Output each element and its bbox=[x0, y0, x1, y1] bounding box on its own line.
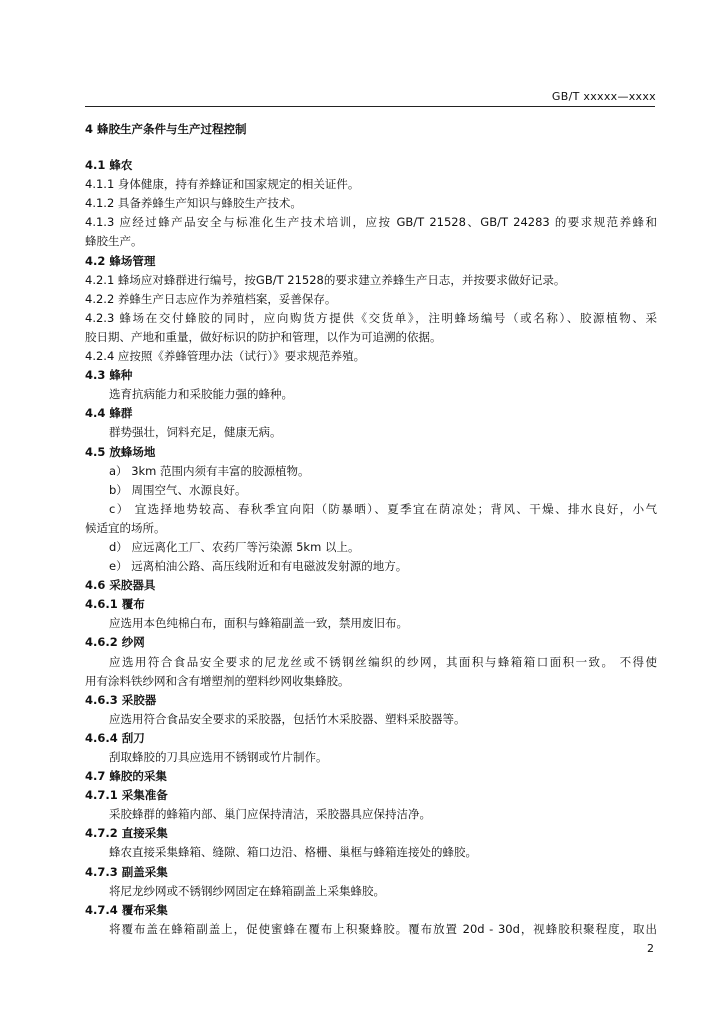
list-item-c-line1: c） 宜选择地势较高、春秋季宜向阳（防暴晒）、夏季宜在荫凉处；背风、干燥、排水良好，小气 bbox=[109, 501, 657, 516]
list-item-d: d） 应远离化工厂、农药厂等污染源 5km 以上。 bbox=[109, 539, 360, 554]
list-item-a: a） 3km 范围内须有丰富的胶源植物。 bbox=[109, 463, 310, 478]
list-item-c-line2: 候适宜的场所。 bbox=[85, 520, 166, 535]
clause-4-6-3-text: 应选用符合食品安全要求的采胶器，包括竹木采胶器、塑料采胶器等。 bbox=[109, 711, 466, 726]
page-number: 2 bbox=[647, 942, 654, 955]
clause-4-2-4: 4.2.4 应按照《养蜂管理办法（试行）》要求规范养殖。 bbox=[85, 349, 366, 364]
clause-4-1-1: 4.1.1 身体健康，持有养蜂证和国家规定的相关证件。 bbox=[85, 177, 360, 192]
heading-4-3: 4.3 蜂种 bbox=[85, 368, 133, 383]
clause-4-6-4-text: 刮取蜂胶的刀具应选用不锈钢或竹片制作。 bbox=[109, 750, 328, 764]
heading-4-7-4: 4.7.4 覆布采集 bbox=[85, 902, 168, 917]
clause-4-2-2: 4.2.2 养蜂生产日志应作为养殖档案，妥善保存。 bbox=[85, 291, 337, 306]
list-item-b: b） 周围空气、水源良好。 bbox=[109, 482, 247, 497]
clause-4-3-text: 选育抗病能力和采胶能力强的蜂种。 bbox=[109, 387, 293, 402]
clause-4-7-1-text: 采胶蜂群的蜂箱内部、巢门应保持清洁，采胶器具应保持洁净。 bbox=[109, 807, 431, 822]
clause-4-2-3-line1: 4.2.3 蜂场在交付蜂胶的同时，应向购货方提供《交货单》，注明蜂场编号（或名称）、胶源植物、采 bbox=[85, 310, 657, 325]
heading-4-6-1: 4.6.1 覆布 bbox=[85, 597, 145, 612]
clause-4-7-3-text: 将尼龙纱网或不锈钢纱网固定在蜂箱副盖上采集蜂胶。 bbox=[109, 883, 385, 898]
heading-4-6-2: 4.6.2 纱网 bbox=[85, 635, 145, 650]
document-body bbox=[85, 118, 657, 939]
standard-number: GB/T xxxxx—xxxx bbox=[551, 90, 656, 103]
heading-4-2: 4.2 蜂场管理 bbox=[85, 253, 156, 268]
clause-4-7-4-text: 将覆布盖在蜂箱副盖上，促使蜜蜂在覆布上积聚蜂胶。覆布放置 20d - 30d，视蜂胶积聚程度，取出 bbox=[109, 921, 657, 936]
clause-4-2-1: 4.2.1 蜂场应对蜂群进行编号，按GB/T 21528的要求建立养蜂生产日志，并按要求做好记录。 bbox=[85, 272, 566, 287]
clause-4-1-3-line2: 蜂胶生产。 bbox=[85, 234, 143, 249]
heading-4-7: 4.7 蜂胶的采集 bbox=[85, 769, 167, 784]
heading-4-7-1: 4.7.1 采集准备 bbox=[85, 788, 168, 803]
heading-4-6-3: 4.6.3 采胶器 bbox=[85, 692, 157, 707]
heading-4-7-3: 4.7.3 副盖采集 bbox=[85, 864, 168, 879]
clause-4-4-text: 群势强壮，饲料充足，健康无病。 bbox=[109, 425, 282, 440]
list-item-e: e） 远离柏油公路、高压线附近和有电磁波发射源的地方。 bbox=[109, 559, 408, 574]
clause-4-2-3-line2: 胶日期、产地和重量，做好标识的防护和管理，以作为可追溯的依据。 bbox=[85, 329, 442, 344]
clause-4-6-1-text: 应选用本色纯棉白布，面积与蜂箱副盖一致，禁用废旧布。 bbox=[109, 616, 408, 631]
clause-4-6-2-line1: 应选用符合食品安全要求的尼龙丝或不锈钢丝编织的纱网，其面积与蜂箱箱口面积一致。 不得使 bbox=[109, 654, 657, 669]
clause-4-1-2: 4.1.2 具备养蜂生产知识与蜂胶生产技术。 bbox=[85, 196, 302, 211]
heading-4-4: 4.4 蜂群 bbox=[85, 406, 133, 421]
heading-4-1: 4.1 蜂农 bbox=[85, 158, 133, 173]
clause-4-6-2-line2: 用有涂料铁纱网和含有增塑剂的塑料纱网收集蜂胶。 bbox=[85, 673, 350, 688]
clause-4-7-2-text: 蜂农直接采集蜂箱、缝隙、箱口边沿、格栅、巢框与蜂箱连接处的蜂胶。 bbox=[109, 845, 477, 860]
header-divider bbox=[85, 106, 655, 107]
heading-4-7-2: 4.7.2 直接采集 bbox=[85, 826, 168, 841]
heading-4-6-4: 4.6.4 刮刀 bbox=[85, 730, 145, 745]
clause-4-1-3-line1: 4.1.3 应经过蜂产品安全与标准化生产技术培训，应按 GB/T 21528、GB/T 24283 的要求规范养蜂和 bbox=[85, 215, 657, 230]
section-title: 4 蜂胶生产条件与生产过程控制 bbox=[85, 122, 247, 136]
heading-4-5: 4.5 放蜂场地 bbox=[85, 444, 156, 459]
heading-4-6: 4.6 采胶器具 bbox=[85, 578, 156, 593]
